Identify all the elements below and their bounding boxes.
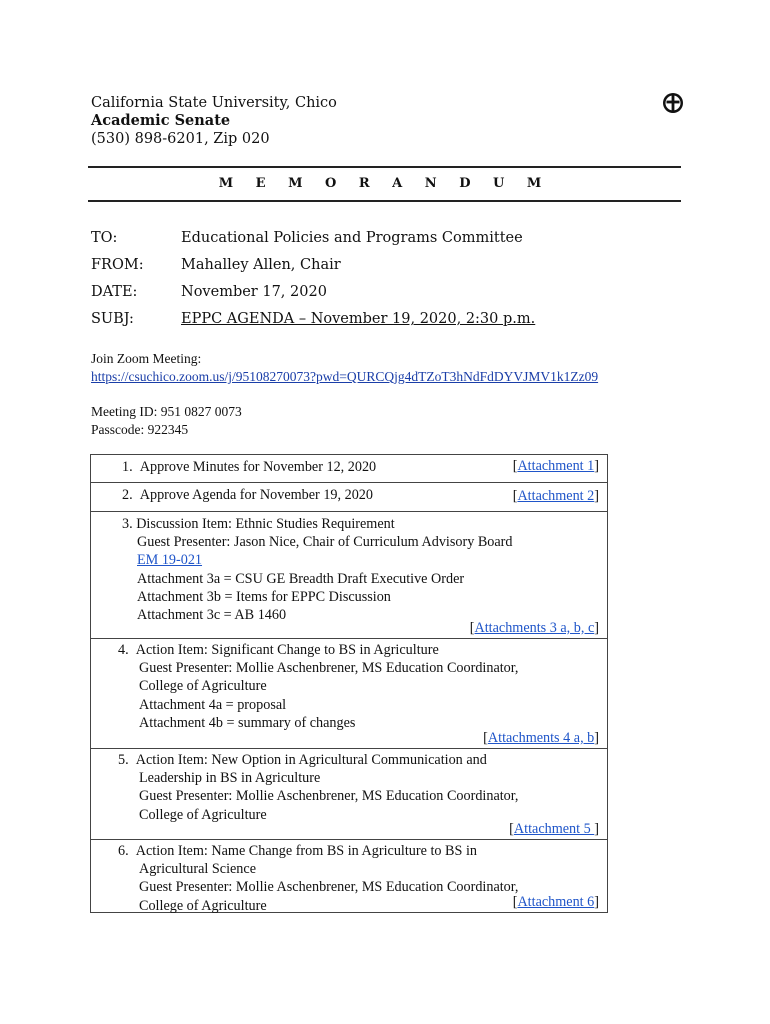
agenda-item-3 [91, 512, 607, 639]
attachment-1-link[interactable]: Attachment 1 [517, 457, 595, 474]
agenda-item-2-attachment: [Attachment 2] [512, 487, 599, 504]
agenda-item-1-attachment: [Attachment 1] [512, 457, 599, 474]
date-label: DATE: [91, 284, 138, 300]
agenda-item-5-title: 5. Action Item: New Option in Agricultural Communication and [118, 752, 487, 768]
agenda-item-6-presenter: Guest Presenter: Mollie Aschenbrener, MS Education Coordinator, [139, 879, 519, 896]
university-seal-icon [662, 92, 684, 114]
to-value: Educational Policies and Programs Committee [181, 230, 523, 246]
zoom-link[interactable]: https://csuchico.zoom.us/j/95108270073?pwd=QURCQjg4dTZoT3hNdFdDYVJMV1k1Zz09 [91, 369, 599, 384]
attachment-2-link[interactable]: Attachment 2 [517, 487, 595, 504]
agenda-item-4 [91, 639, 607, 749]
attachments-3-link[interactable]: Attachments 3 a, b, c [474, 619, 595, 636]
agenda-item-5-title-cont: Leadership in BS in Agriculture [139, 770, 321, 787]
attachment-6-link[interactable]: Attachment 6 [517, 893, 595, 910]
agenda-item-3-attachment: [Attachments 3 a, b, c] [469, 619, 599, 636]
meeting-id: Meeting ID: 951 0827 0073 [91, 404, 242, 419]
subj-label: SUBJ: [91, 311, 134, 327]
agenda-item-2 [91, 483, 607, 512]
agenda-item-3-attachment-b: Attachment 3b = Items for EPPC Discussion [137, 588, 391, 605]
contact-line: (530) 898-6201, Zip 020 [91, 131, 270, 147]
from-value: Mahalley Allen, Chair [181, 257, 341, 273]
agenda-item-3-attachment-c: Attachment 3c = AB 1460 [137, 607, 287, 624]
to-label: TO: [91, 230, 118, 246]
agenda-item-1-text: 1. Approve Minutes for November 12, 2020 [122, 459, 377, 475]
agenda-item-6-attachment: [Attachment 6] [512, 893, 599, 910]
attachments-4-link[interactable]: Attachments 4 a, b [487, 729, 595, 746]
agenda-item-4-attachment: [Attachments 4 a, b] [483, 729, 599, 746]
em-19-021-link[interactable]: EM 19-021 [137, 552, 203, 569]
senate-name: Academic Senate [91, 112, 231, 129]
attachment-5-link[interactable]: Attachment 5 [513, 820, 595, 837]
zoom-intro: Join Zoom Meeting: [91, 351, 202, 366]
bottom-rule [88, 200, 681, 202]
agenda-item-5-presenter: Guest Presenter: Mollie Aschenbrener, MS Education Coordinator, [139, 788, 519, 805]
agenda-item-3-title: 3. Discussion Item: Ethnic Studies Requirement [122, 516, 395, 532]
subj-value: EPPC AGENDA – November 19, 2020, 2:30 p.m. [181, 311, 536, 327]
agenda-item-4-attachment-b: Attachment 4b = summary of changes [139, 714, 356, 731]
agenda-item-5-attachment: [Attachment 5 ] [509, 820, 599, 837]
agenda-item-4-presenter: Guest Presenter: Mollie Aschenbrener, MS Education Coordinator, [139, 660, 519, 677]
agenda-item-6 [91, 840, 607, 913]
top-rule [88, 166, 681, 168]
agenda-item-6-title-cont: Agricultural Science [139, 861, 256, 878]
agenda-item-1 [91, 455, 607, 483]
agenda-item-2-text: 2. Approve Agenda for November 19, 2020 [122, 487, 373, 503]
agenda-item-6-college: College of Agriculture [139, 897, 267, 914]
agenda-item-4-college: College of Agriculture [139, 678, 267, 695]
passcode: Passcode: 922345 [91, 422, 189, 437]
agenda-item-4-attachment-a: Attachment 4a = proposal [139, 696, 287, 713]
agenda-item-3-attachment-a: Attachment 3a = CSU GE Breadth Draft Executive Order [137, 570, 465, 587]
date-value: November 17, 2020 [181, 284, 327, 300]
agenda-item-5-college: College of Agriculture [139, 806, 267, 823]
agenda-item-6-title: 6. Action Item: Name Change from BS in Agriculture to BS in [118, 843, 477, 859]
memo-title: M E M O R A N D U M [218, 176, 551, 191]
agenda-item-3-presenter: Guest Presenter: Jason Nice, Chair of Curriculum Advisory Board [137, 534, 513, 551]
university-name: California State University, Chico [91, 95, 337, 111]
agenda-item-5 [91, 749, 607, 840]
agenda-table [90, 454, 608, 913]
agenda-item-4-title: 4. Action Item: Significant Change to BS in Agriculture [118, 642, 439, 658]
from-label: FROM: [91, 257, 144, 273]
